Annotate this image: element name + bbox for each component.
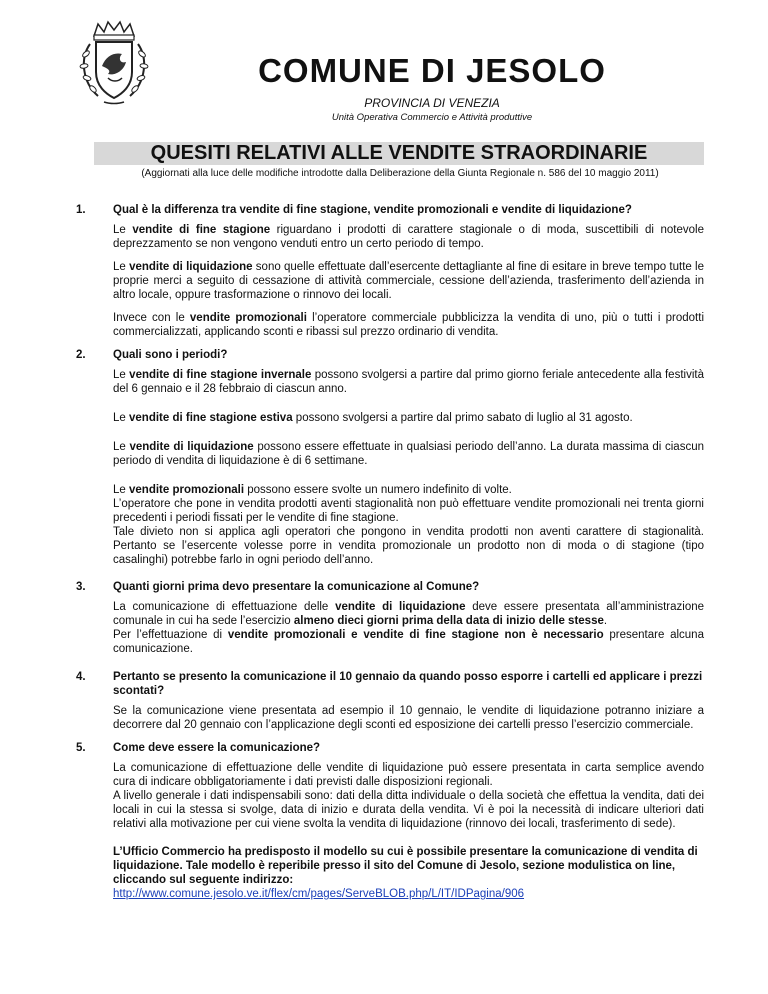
answer-paragraph (113, 845, 704, 901)
modulistica-link[interactable]: http://www.comune.jesolo.ve.it/flex/cm/pages/ServeBLOB.php/L/IT/IDPagina/906 (113, 888, 525, 900)
question-text: Qual è la differenza tra vendite di fine stagione, vendite promozionali e vendite di liquidazione? (113, 204, 632, 216)
faq-item-2 (76, 348, 704, 576)
answer-paragraph: Se la comunicazione viene presentata ad esempio il 10 gennaio, le vendite di liquidazione potranno iniziare a decorrere dal 20 gennaio con l’applicazione degli sconti ed esposizione dei cartelli presso l’esercizio commerciale. (113, 705, 704, 731)
model-note: L’Ufficio Commercio ha predisposto il modello su cui è possibile presentare la comunicazione di vendita di liquidazione. Tale modello è reperibile presso il sito del Comune di Jesolo, sezione modulistica on line, cliccando sul seguente indirizzo: (113, 846, 698, 886)
answer-paragraph: Le vendite di liquidazione possono essere effettuate in qualsiasi periodo dell’anno. La durata massima di ciascun periodo di vendita di liquidazione è di 6 settimane. (113, 441, 704, 467)
question-text: Quanti giorni prima devo presentare la comunicazione al Comune? (113, 581, 480, 593)
faq-item-4 (76, 670, 704, 741)
faq-item-5 (76, 741, 704, 910)
answer-paragraph: Le vendite di liquidazione sono quelle effettuate dall’esercente dettagliante al fine di esitare in breve tempo tutte le proprie merci a seguito di cessazione di attività commerciale, cessione dell’azienda, trasferimento dell’azienda in altro locale, oppure trasformazione o rinnovo dei locali. (113, 261, 704, 301)
question-number: 5. (76, 742, 86, 754)
question-number: 4. (76, 671, 86, 683)
question-number: 3. (76, 581, 86, 593)
answer-paragraph: La comunicazione di effettuazione delle vendite di liquidazione deve essere presentata all’amministrazione comunale in cui ha sede l’esercizio almeno dieci giorni prima della data di inizio delle stesse. Per l’effettuazione di vendite promozionali e vendite di fine stagione non è necessario presentare alcuna comunicazione. (113, 601, 705, 655)
update-note: (Aggiornati alla luce delle modifiche introdotte dalla Deliberazione della Giunta Regionale n. 586 del 10 maggio 2011) (141, 168, 659, 179)
answer-paragraph: Invece con le vendite promozionali l’operatore commerciale pubblicizza la vendita di uno, più o tutti i prodotti commercializzati, applicando sconti e ribassi sul prezzo ordinario di vendita. (113, 312, 704, 338)
answer-paragraph: Le vendite di fine stagione estiva possono svolgersi a partire dal primo sabato di luglio al 31 agosto. (113, 412, 633, 424)
question-number: 1. (76, 204, 86, 216)
question-text: Come deve essere la comunicazione? (113, 742, 321, 754)
unit-label: Unità Operativa Commercio e Attività produttive (331, 112, 533, 123)
answer-paragraph: Le vendite promozionali possono essere svolte un numero indefinito di volte. L’operatore che pone in vendita prodotti aventi stagionalità non può effettuare vendite promozionali nei trenta giorni precedenti i periodi fissati per le vendite di fine stagione. Tale divieto non si applica agli operatori che pongono in vendita prodotti non aventi carattere di stagionalità. Pertanto se l’esercente volesse porre in vendita promozionale un prodotto non di moda o di stagione (tipo casalinghi) potrebbe farlo in ogni periodo dell’anno. (113, 484, 704, 566)
page-title: COMUNE DI JESOLO (258, 52, 606, 89)
section-banner: QUESITI RELATIVI ALLE VENDITE STRAORDINARIE (94, 142, 704, 165)
faq-item-1 (76, 203, 704, 348)
answer-paragraph: La comunicazione di effettuazione delle vendite di liquidazione può essere presentata in carta semplice avendo cura di indicare obbligatoriamente i dati previsti dalle disposizioni regionali. A livello generale i dati indispensabili sono: dati della ditta individuale o della società che effettua la vendita, dati dei locali in cui la stessa si svolge, data di inizio e durata della vendita. Vi è poi la necessità di indicare ulteriori dati relativi alla motivazione per cui viene svolta la vendita di liquidazione (rinnovo dei locali, trasferimento di sede). (113, 762, 704, 830)
question-number: 2. (76, 349, 86, 361)
answer-paragraph: Le vendite di fine stagione invernale possono svolgersi a partire dal primo giorno feriale antecedente alla festività del 6 gennaio e il 28 febbraio di ciascun anno. (113, 369, 704, 395)
province-label: PROVINCIA DI VENEZIA (364, 96, 500, 110)
faq-item-3 (76, 580, 705, 665)
question-text: Pertanto se presento la comunicazione il 10 gennaio da quando posso esporre i cartelli ed applicare i prezzi scontati? (113, 671, 703, 697)
answer-paragraph: Le vendite di fine stagione riguardano i prodotti di carattere stagionale o di moda, suscettibili di notevole deprezzamento se non vengono venduti entro un certo periodo di tempo. (113, 224, 704, 250)
question-text: Quali sono i periodi? (113, 349, 228, 361)
